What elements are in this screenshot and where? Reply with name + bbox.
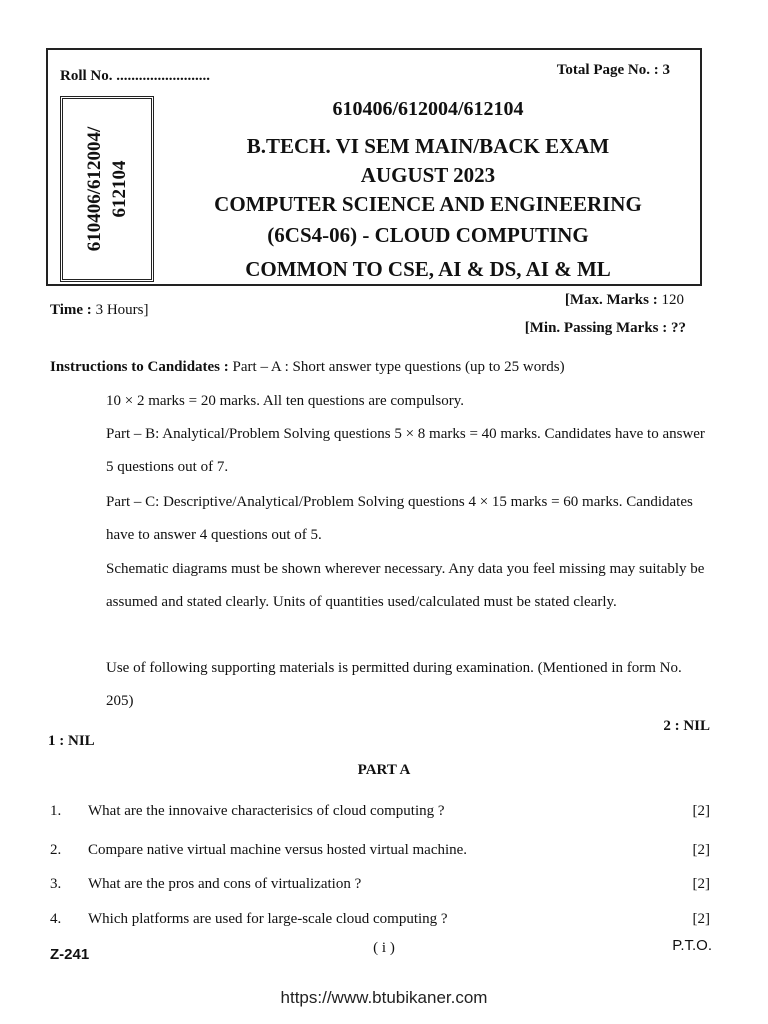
part-c-instruction: Part – C: Descriptive/Analytical/Problem Solving questions 4 × 15 marks = 60 marks. Candidates have to answer 4 questions out of 5. — [106, 494, 693, 543]
question-text: What are the innovaive characterisics of cloud computing ? — [88, 803, 445, 819]
roll-number-field: Roll No. ......................... — [60, 68, 210, 84]
part-a-instruction: Part – A : Short answer type questions (up to 25 words) — [232, 359, 565, 375]
materials-instruction: Use of following supporting materials is permitted during examination. (Mentioned in form No. 205) — [106, 660, 682, 709]
part-a-title: PART A — [357, 762, 411, 778]
subject-name: (6CS4-06) - CLOUD COMPUTING — [267, 223, 589, 247]
question-marks: [2] — [692, 876, 710, 892]
time-label: Time : — [50, 302, 92, 318]
total-pages: Total Page No. : 3 — [556, 62, 670, 78]
question-number: 2. — [50, 842, 62, 858]
paper-code-vertical — [82, 127, 132, 252]
exam-header-box — [46, 48, 702, 286]
question-number: 3. — [50, 876, 62, 892]
question-text: What are the pros and cons of virtualization ? — [88, 876, 362, 892]
exam-session: AUGUST 2023 — [360, 163, 496, 187]
please-turn-over: P.T.O. — [672, 937, 712, 954]
time-allowed — [50, 302, 148, 319]
schematic-instruction: Schematic diagrams must be shown wherever necessary. Any data you feel missing may suitably be assumed and stated clearly. Units of quantities used/calculated must be stated clearly. — [106, 561, 705, 610]
paper-code-line-2: 612104 — [109, 160, 130, 218]
branch-name: COMPUTER SCIENCE AND ENGINEERING — [214, 192, 642, 216]
paper-code-box — [60, 96, 154, 282]
max-marks — [565, 292, 684, 309]
common-branches: COMMON TO CSE, AI & DS, AI & ML — [245, 257, 611, 281]
page-number: ( i ) — [373, 940, 395, 956]
paper-footer-code: Z-241 — [50, 946, 90, 963]
part-a-marks-instruction: 10 × 2 marks = 20 marks. All ten questions are compulsory. — [106, 393, 464, 409]
question-text: Which platforms are used for large-scale cloud computing ? — [88, 911, 448, 927]
question-text: Compare native virtual machine versus hosted virtual machine. — [88, 842, 468, 858]
question-number: 4. — [50, 911, 62, 927]
max-marks-value: 120 — [661, 292, 684, 308]
instructions-heading — [50, 357, 720, 377]
paper-code-line-1: 610406/612004/ — [84, 126, 105, 252]
question-marks: [2] — [692, 842, 710, 858]
question-marks: [2] — [692, 803, 710, 819]
part-b-instruction: Part – B: Analytical/Problem Solving questions 5 × 8 marks = 40 marks. Candidates have to answer 5 questions out of 7. — [106, 426, 705, 475]
time-value: 3 Hours] — [95, 302, 149, 318]
paper-codes: 610406/612004/612104 — [332, 98, 524, 120]
material-item-2: 2 : NIL — [663, 718, 710, 734]
material-item-1: 1 : NIL — [48, 733, 95, 749]
instructions-label: Instructions to Candidates : — [50, 359, 229, 375]
question-marks: [2] — [692, 911, 710, 927]
exam-title: B.TECH. VI SEM MAIN/BACK EXAM — [246, 134, 610, 158]
source-url-link[interactable]: https://www.btubikaner.com — [280, 988, 488, 1007]
question-number: 1. — [50, 803, 62, 819]
min-passing-marks: [Min. Passing Marks : ?? — [524, 320, 686, 336]
max-marks-label: [Max. Marks : — [564, 292, 658, 308]
